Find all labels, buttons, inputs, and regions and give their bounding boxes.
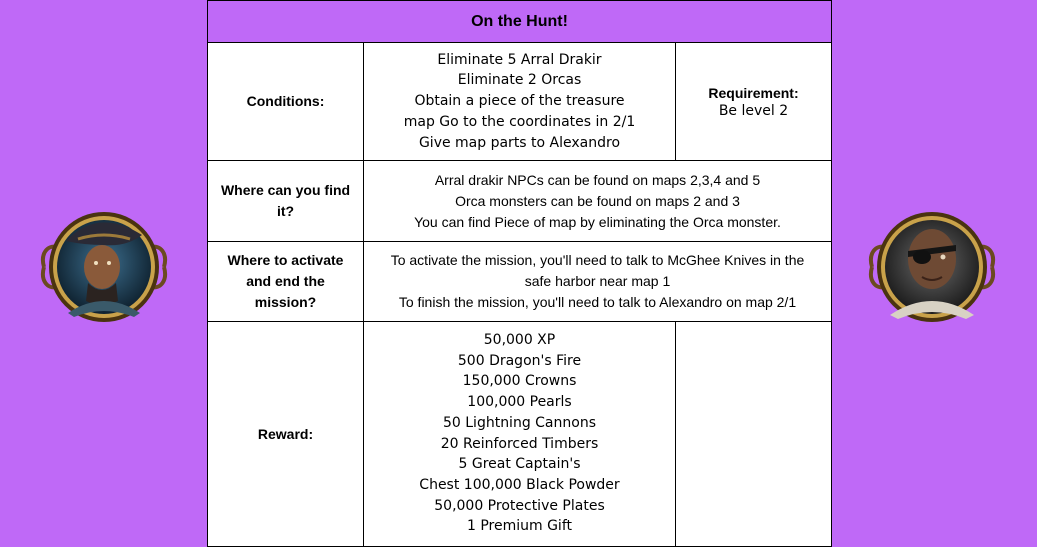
eyepatch-pirate-portrait bbox=[866, 201, 998, 333]
reward-item: 150,000 Crowns bbox=[462, 373, 577, 390]
reward-label: Reward: bbox=[208, 322, 364, 547]
reward-item: 50,000 XP bbox=[483, 332, 556, 348]
reward-item: 50,000 Protective Plates bbox=[434, 497, 605, 514]
reward-item: 500 Dragon's Fire bbox=[457, 352, 582, 369]
requirement-cell bbox=[676, 43, 832, 161]
conditions-list bbox=[364, 43, 676, 161]
reward-item: 5 Great Captain's bbox=[458, 456, 581, 473]
quest-table bbox=[207, 0, 832, 547]
find-details bbox=[364, 161, 832, 242]
reward-item: Chest 100,000 Black Powder bbox=[419, 476, 620, 493]
activate-label: Where to activate and end the mission? bbox=[208, 242, 364, 322]
quest-title: On the Hunt! bbox=[208, 1, 832, 43]
reward-empty-cell bbox=[676, 322, 832, 547]
activate-details bbox=[364, 242, 832, 322]
reward-list bbox=[364, 322, 676, 547]
reward-item: 100,000 Pearls bbox=[467, 394, 572, 411]
find-line: Arral drakir NPCs can be found on maps 2,3,4 and 5 bbox=[434, 171, 761, 188]
activate-line: To finish the mission, you'll need to talk to Alexandro on map 2/1 bbox=[398, 294, 797, 310]
pirate-captain-portrait bbox=[38, 201, 170, 333]
find-label: Where can you find it? bbox=[208, 161, 364, 242]
activate-line: To activate the mission, you'll need to talk to McGhee Knives in the bbox=[390, 252, 805, 268]
condition-item: Obtain a piece of the treasure bbox=[414, 93, 625, 110]
condition-item: map Go to the coordinates in 2/1 bbox=[403, 113, 636, 130]
condition-item: Eliminate 2 Orcas bbox=[457, 72, 582, 89]
reward-item: 1 Premium Gift bbox=[466, 518, 572, 535]
reward-item: 50 Lightning Cannons bbox=[442, 414, 596, 431]
requirement-value: Be level 2 bbox=[718, 102, 789, 119]
reward-item: 20 Reinforced Timbers bbox=[440, 435, 599, 452]
condition-item: Give map parts to Alexandro bbox=[418, 134, 621, 151]
activate-line: safe harbor near map 1 bbox=[524, 273, 671, 289]
conditions-label: Conditions: bbox=[208, 43, 364, 161]
find-line: Orca monsters can be found on maps 2 and 3 bbox=[455, 192, 740, 209]
condition-item: Eliminate 5 Arral Drakir bbox=[437, 51, 602, 68]
requirement-label: Requirement: bbox=[708, 84, 799, 101]
find-line: You can find Piece of map by eliminating the Orca monster. bbox=[414, 213, 781, 230]
